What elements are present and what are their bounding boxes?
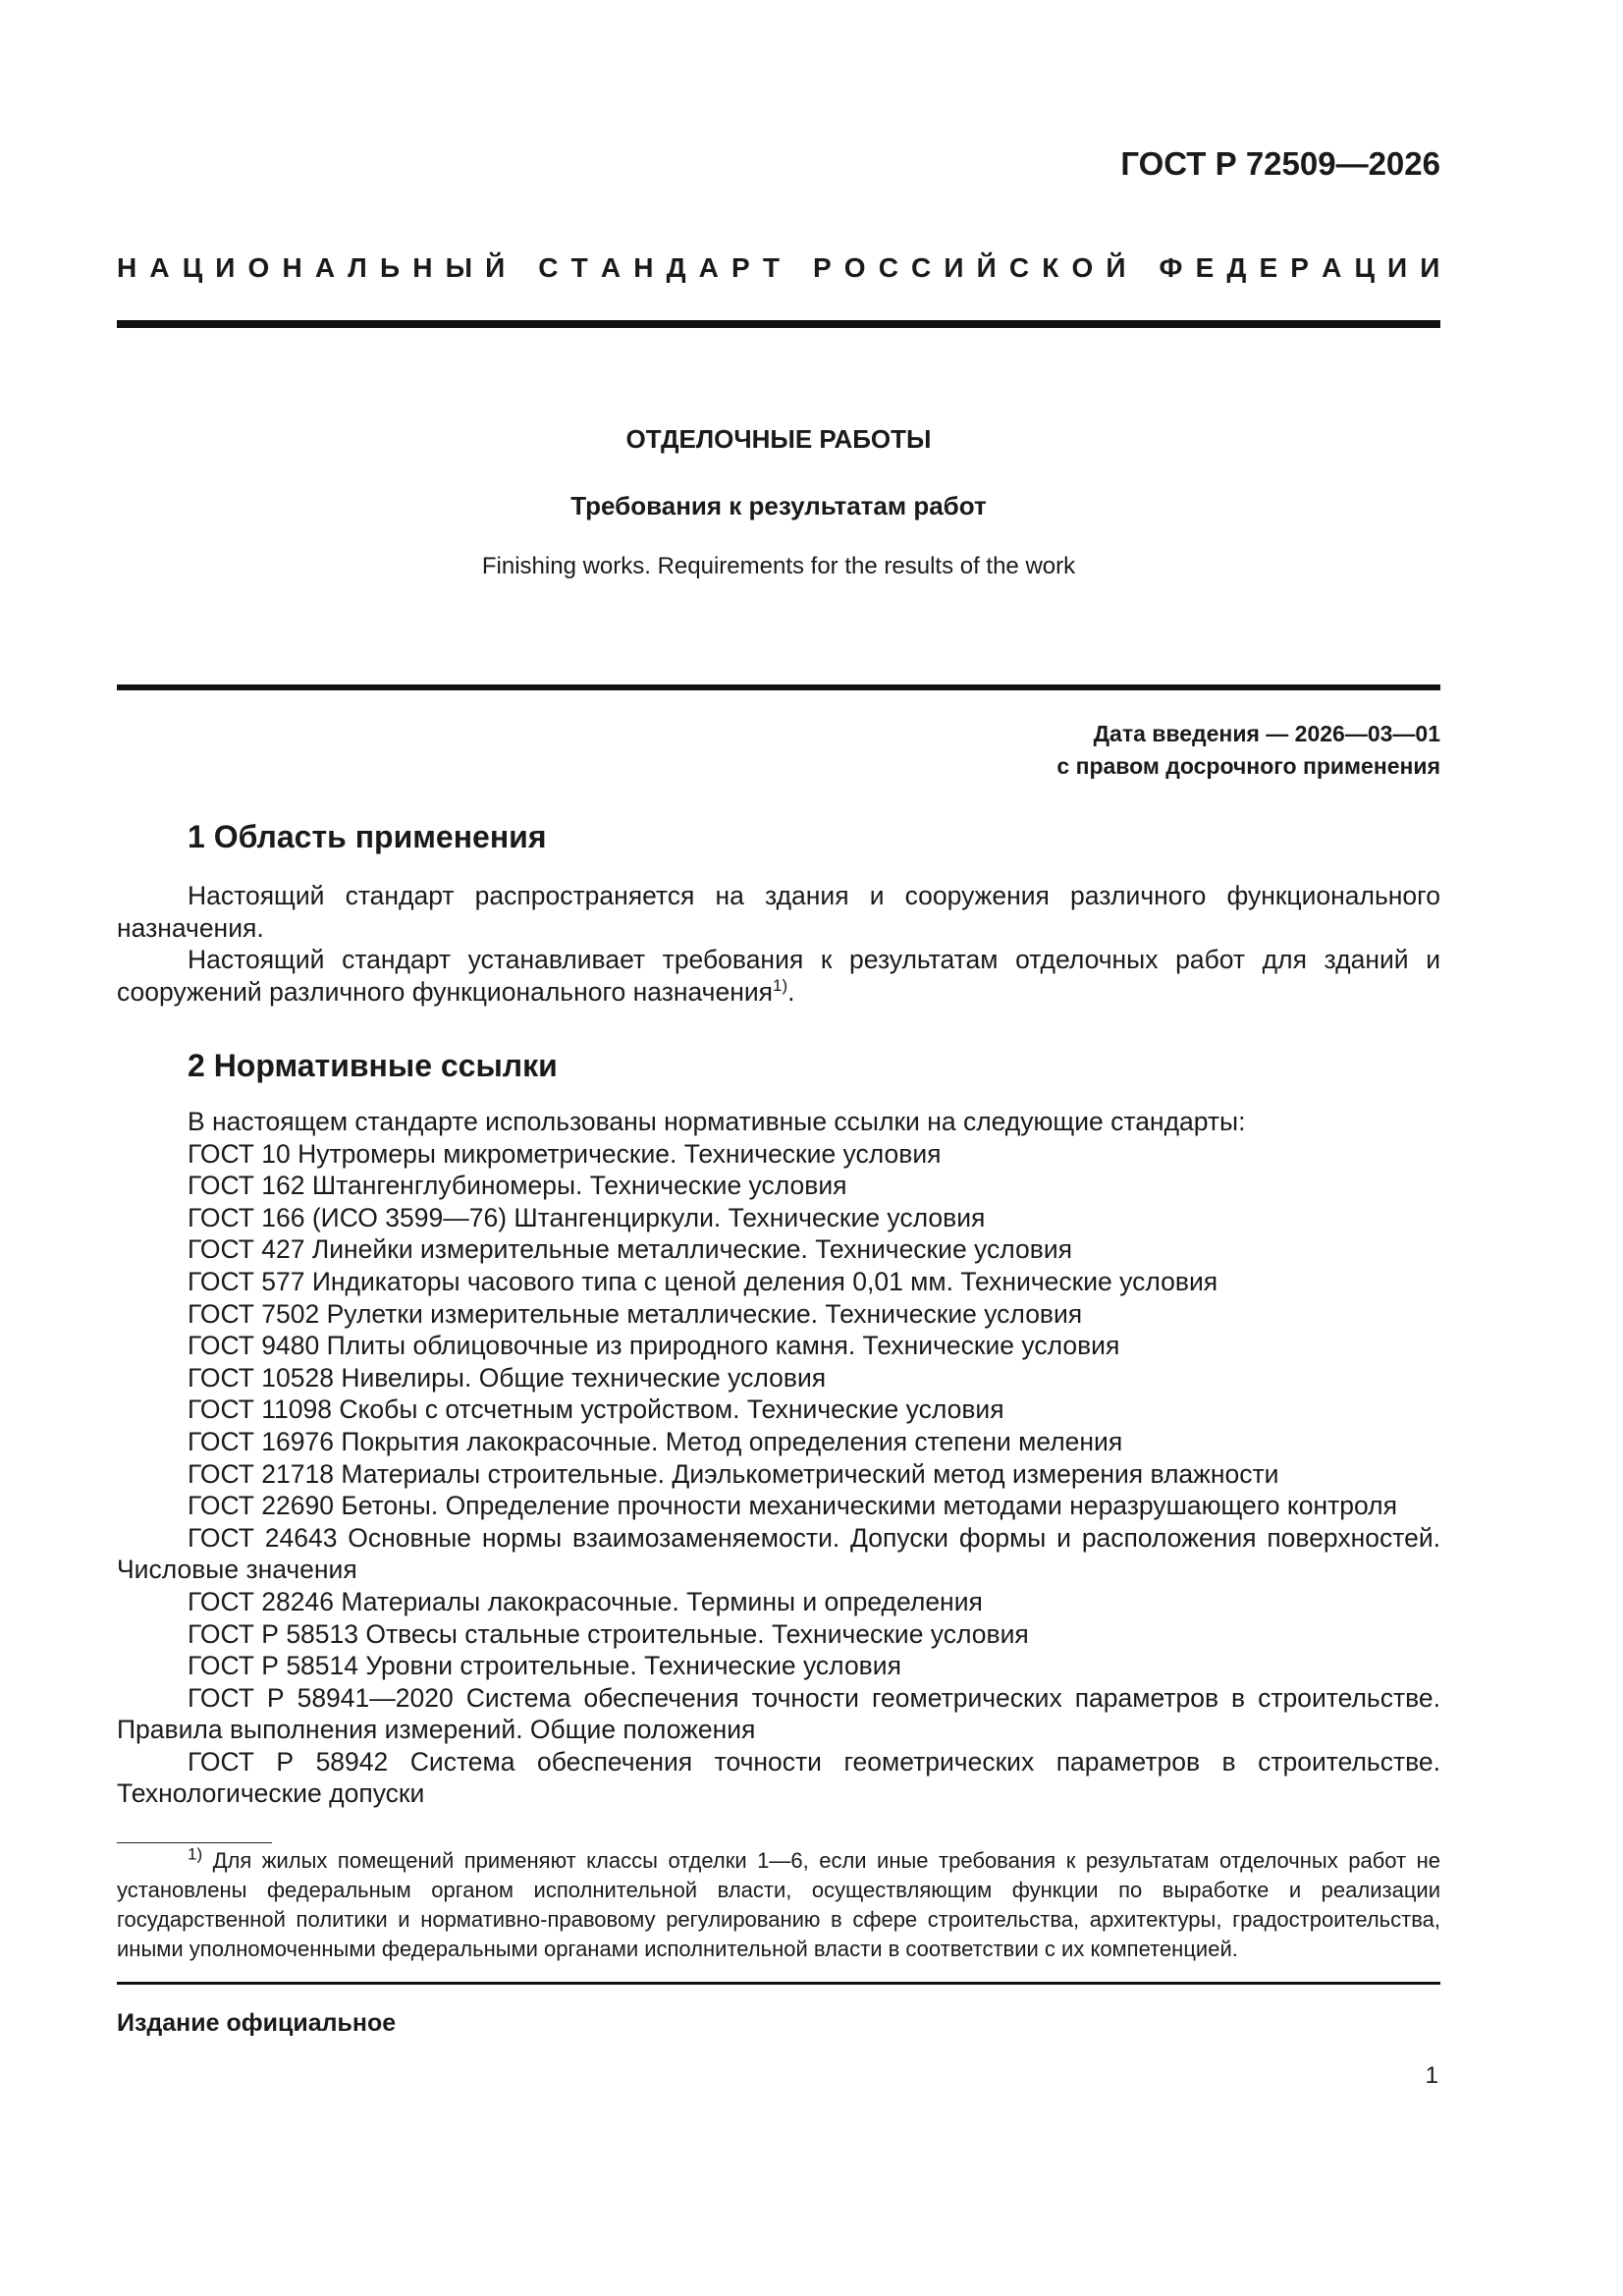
national-title-letter: Ц: [182, 252, 203, 283]
national-title-letter: Н: [117, 252, 137, 283]
national-title-letter: С: [911, 252, 932, 283]
national-title-letter: Н: [282, 252, 302, 283]
reference-item: ГОСТ 9480 Плиты облицовочные из природного камня. Технические условия: [188, 1331, 1120, 1361]
national-title-letter: [1139, 252, 1147, 284]
national-title-letter: Ф: [1159, 252, 1183, 283]
reference-item: ГОСТ 28246 Материалы лакокрасочные. Термины и определения: [188, 1586, 983, 1616]
national-title-letter: Н: [633, 252, 654, 283]
reference-item: ГОСТ 10528 Нивелиры. Общие технические условия: [188, 1362, 827, 1393]
introduction-date: [1056, 718, 1440, 783]
national-title-letter: О: [1071, 252, 1094, 283]
national-title-letter: А: [149, 252, 170, 283]
national-title-letter: [792, 252, 800, 284]
national-title-letter: Й: [1106, 252, 1126, 283]
early-application-line: с правом досрочного применения: [1056, 753, 1440, 779]
national-title-letter: [517, 252, 525, 284]
reference-item: ГОСТ Р 58514 Уровни строительные. Технические условия: [188, 1651, 901, 1681]
national-title-letter: Ы: [445, 252, 472, 283]
national-title-letter: И: [1387, 252, 1408, 283]
national-title-letter: А: [698, 252, 719, 283]
national-title-letter: Е: [1259, 252, 1278, 283]
footer-rule: [117, 1982, 1440, 1985]
english-title: Finishing works. Requirements for the results of the work: [481, 553, 1076, 579]
national-title-letter: О: [247, 252, 270, 283]
national-title-letter: С: [538, 252, 559, 283]
official-edition-label: Издание официальное: [117, 2009, 397, 2037]
national-title-letter: Д: [666, 252, 686, 283]
reference-item: ГОСТ 162 Штангенглубиномеры. Технические условия: [188, 1171, 847, 1201]
document-title: ОТДЕЛОЧНЫЕ РАБОТЫ: [625, 424, 932, 454]
normative-references: [117, 1106, 1440, 1810]
section-1-paragraph-2: [117, 944, 1440, 1008]
page-number: 1: [1425, 2062, 1438, 2089]
reference-item: ГОСТ Р 58941—2020 Система обеспечения точности геометрических параметров в строительстве. Правила выполнения измерений. Общие положения: [117, 1682, 1440, 1745]
national-title-letter: А: [600, 252, 622, 283]
national-title-letter: Е: [1195, 252, 1215, 283]
national-title-letter: Ц: [1354, 252, 1375, 283]
section-1-heading: 1 Область применения: [188, 819, 547, 854]
national-title-letter: Ь: [379, 252, 401, 283]
references-lead: В настоящем стандарте использованы нормативные ссылки на следующие стандарты:: [188, 1107, 1246, 1136]
national-title-letter: О: [843, 252, 866, 283]
national-title-letter: Л: [348, 252, 367, 283]
national-title-letter: Т: [762, 252, 780, 283]
national-title-letter: И: [215, 252, 236, 283]
footnote-reference: 1): [773, 975, 788, 995]
national-title-letter: Р: [731, 252, 750, 283]
national-title-letter: Д: [1226, 252, 1247, 283]
reference-item: ГОСТ 166 (ИСО 3599—76) Штангенциркули. Технические условия: [188, 1202, 986, 1232]
reference-item: ГОСТ 16976 Покрытия лакокрасочные. Метод определения степени меления: [188, 1426, 1123, 1456]
national-title-letter: Й: [485, 252, 506, 283]
reference-list: [117, 1138, 1440, 1810]
section-2-heading: 2 Нормативные ссылки: [188, 1048, 558, 1083]
paragraph-text: Настоящий стандарт устанавливает требования к результатам отделочных работ для зданий и сооружений различного функционального назначения: [117, 945, 1440, 1007]
national-title-letter: С: [878, 252, 898, 283]
national-title-letter: А: [1322, 252, 1342, 283]
document-subtitle: Требования к результатам работ: [570, 491, 987, 520]
reference-item: ГОСТ 21718 Материалы строительные. Диэлькометрический метод измерения влажности: [188, 1458, 1279, 1489]
reference-item: ГОСТ 22690 Бетоны. Определение прочности механическими методами неразрушающего контроля: [188, 1491, 1397, 1521]
title-rule: [117, 684, 1440, 690]
national-title-letter: И: [1420, 252, 1440, 283]
footnote-mark: 1): [188, 1844, 203, 1864]
national-title-letter: Р: [812, 252, 832, 283]
reference-item: ГОСТ 24643 Основные нормы взаимозаменяемости. Допуски формы и расположения поверхностей. Числовые значения: [117, 1522, 1440, 1585]
section-1-paragraph-1: Настоящий стандарт распространяется на здания и сооружения различного функционального назначения.: [117, 881, 1440, 943]
reference-item: ГОСТ 11098 Скобы с отсчетным устройством. Технические условия: [188, 1394, 1004, 1425]
national-standard-title: [117, 252, 1440, 284]
reference-item: ГОСТ 7502 Рулетки измерительные металлические. Технические условия: [188, 1298, 1083, 1329]
reference-item: ГОСТ 427 Линейки измерительные металлические. Технические условия: [188, 1234, 1072, 1265]
reference-item: ГОСТ Р 58942 Система обеспечения точности геометрических параметров в строительстве. Технологические допуски: [117, 1746, 1440, 1809]
national-title-letter: Й: [976, 252, 997, 283]
reference-item: ГОСТ 10 Нутромеры микрометрические. Технические условия: [188, 1138, 942, 1169]
national-title-letter: А: [314, 252, 336, 283]
national-title-letter: С: [1008, 252, 1030, 283]
national-title-letter: Н: [412, 252, 433, 283]
introduction-date-line: Дата введения — 2026—03—01: [1093, 721, 1440, 746]
reference-item: ГОСТ Р 58513 Отвесы стальные строительные. Технические условия: [188, 1618, 1029, 1649]
footnote-text: Для жилых помещений применяют классы отделки 1—6, если иные требования к результатам отделочных работ не установлены федеральным органом исполнительной власти, осуществляющим функции по выработке и реализации государственной политики и нормативно-правовому регулированию в сфере строительства, архитектуры, градостроительства, иными уполномоченными федеральными органами исполнительной власти в соответствии с их компетенцией.: [117, 1848, 1440, 1961]
standard-code: ГОСТ Р 72509—2026: [1120, 145, 1440, 182]
paragraph-end: .: [787, 976, 795, 1007]
national-title-letter: Р: [1290, 252, 1309, 283]
national-title-letter: К: [1042, 252, 1059, 283]
national-title-letter: Т: [570, 252, 588, 283]
reference-item: ГОСТ 577 Индикаторы часового типа с ценой деления 0,01 мм. Технические условия: [188, 1266, 1218, 1296]
footnote: [117, 1846, 1440, 1964]
national-title-letter: И: [944, 252, 964, 283]
footnote-separator: [117, 1842, 272, 1843]
header-rule: [117, 320, 1440, 328]
